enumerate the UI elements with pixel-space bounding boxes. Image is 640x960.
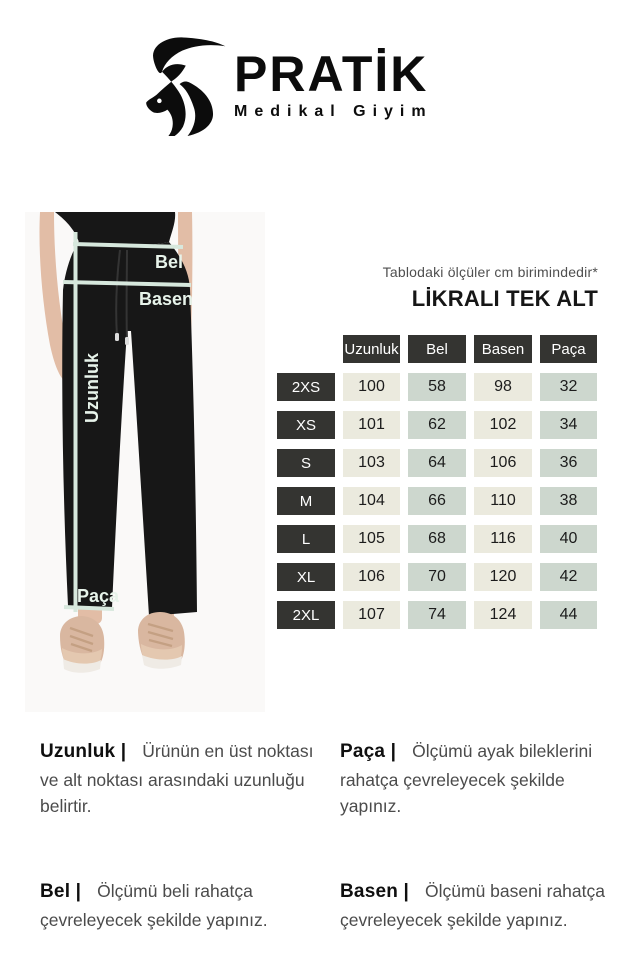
definition-uzunluk xyxy=(40,738,320,820)
table-title: LİKRALI TEK ALT xyxy=(411,286,598,311)
size-value: 36 xyxy=(540,449,597,477)
size-value: 102 xyxy=(474,411,532,439)
size-label: M xyxy=(277,487,335,515)
table-corner xyxy=(277,335,335,363)
definition-term: Paça | xyxy=(340,741,397,762)
size-value: 68 xyxy=(408,525,466,553)
size-value: 107 xyxy=(343,601,400,629)
size-value: 106 xyxy=(474,449,532,477)
size-value: 104 xyxy=(343,487,400,515)
column-header: Uzunluk xyxy=(343,335,400,363)
definition-term: Bel | xyxy=(40,881,82,903)
brand-tagline: Medikal Giyim xyxy=(234,103,433,120)
definition-text: Ürünün en üst noktası ve alt noktası arasındaki uzunluğu belirtir. xyxy=(40,741,314,817)
paca-line xyxy=(64,607,114,609)
definition-text: Ölçümü ayak bileklerini rahatça çevreleyecek şekilde yapınız. xyxy=(340,741,593,817)
definition-text: Ölçümü baseni rahatça çevreleyecek şekilde yapınız. xyxy=(340,881,605,930)
size-value: 70 xyxy=(408,563,466,591)
size-value: 124 xyxy=(474,601,532,629)
size-value: 98 xyxy=(474,373,532,401)
left-shoe xyxy=(60,616,104,673)
goat-icon xyxy=(140,34,228,136)
size-value: 42 xyxy=(540,563,597,591)
column-header: Basen xyxy=(474,335,532,363)
size-value: 44 xyxy=(540,601,597,629)
measurement-definitions xyxy=(40,738,620,934)
size-value: 38 xyxy=(540,487,597,515)
size-label: XS xyxy=(277,411,335,439)
size-value: 105 xyxy=(343,525,400,553)
definition-text: Ölçümü beli rahatça çevreleyecek şekilde yapınız. xyxy=(40,881,268,930)
size-label: L xyxy=(277,525,335,553)
size-value: 101 xyxy=(343,411,400,439)
definition-term: Basen | xyxy=(340,881,410,903)
size-label: 2XS xyxy=(277,373,335,401)
size-value: 34 xyxy=(540,411,597,439)
size-value: 32 xyxy=(540,373,597,401)
column-header: Paça xyxy=(540,335,597,363)
definition-paca xyxy=(340,738,620,820)
brand-logo xyxy=(140,30,520,140)
size-label: XL xyxy=(277,563,335,591)
size-value: 103 xyxy=(343,449,400,477)
definition-bel xyxy=(40,878,320,933)
definition-basen xyxy=(340,878,620,933)
size-label: S xyxy=(277,449,335,477)
size-value: 110 xyxy=(474,487,532,515)
paca-label: Paça xyxy=(77,586,120,606)
column-header: Bel xyxy=(408,335,466,363)
uzunluk-label: Uzunluk xyxy=(82,353,102,423)
table-unit-note: Tablodaki ölçüler cm birimindedir* xyxy=(382,264,598,280)
size-value: 106 xyxy=(343,563,400,591)
definition-term: Uzunluk | xyxy=(40,741,127,762)
size-value: 120 xyxy=(474,563,532,591)
size-value: 66 xyxy=(408,487,466,515)
size-label: 2XL xyxy=(277,601,335,629)
size-value: 74 xyxy=(408,601,466,629)
size-value: 58 xyxy=(408,373,466,401)
size-value: 62 xyxy=(408,411,466,439)
product-photo xyxy=(25,212,265,712)
brand-name: PRATİK xyxy=(234,46,429,102)
size-table xyxy=(277,335,597,629)
size-value: 64 xyxy=(408,449,466,477)
bel-label: Bel xyxy=(154,252,183,272)
size-value: 116 xyxy=(474,525,532,553)
right-shoe xyxy=(138,612,185,669)
basen-label: Basen xyxy=(138,289,193,309)
size-value: 40 xyxy=(540,525,597,553)
size-value: 100 xyxy=(343,373,400,401)
